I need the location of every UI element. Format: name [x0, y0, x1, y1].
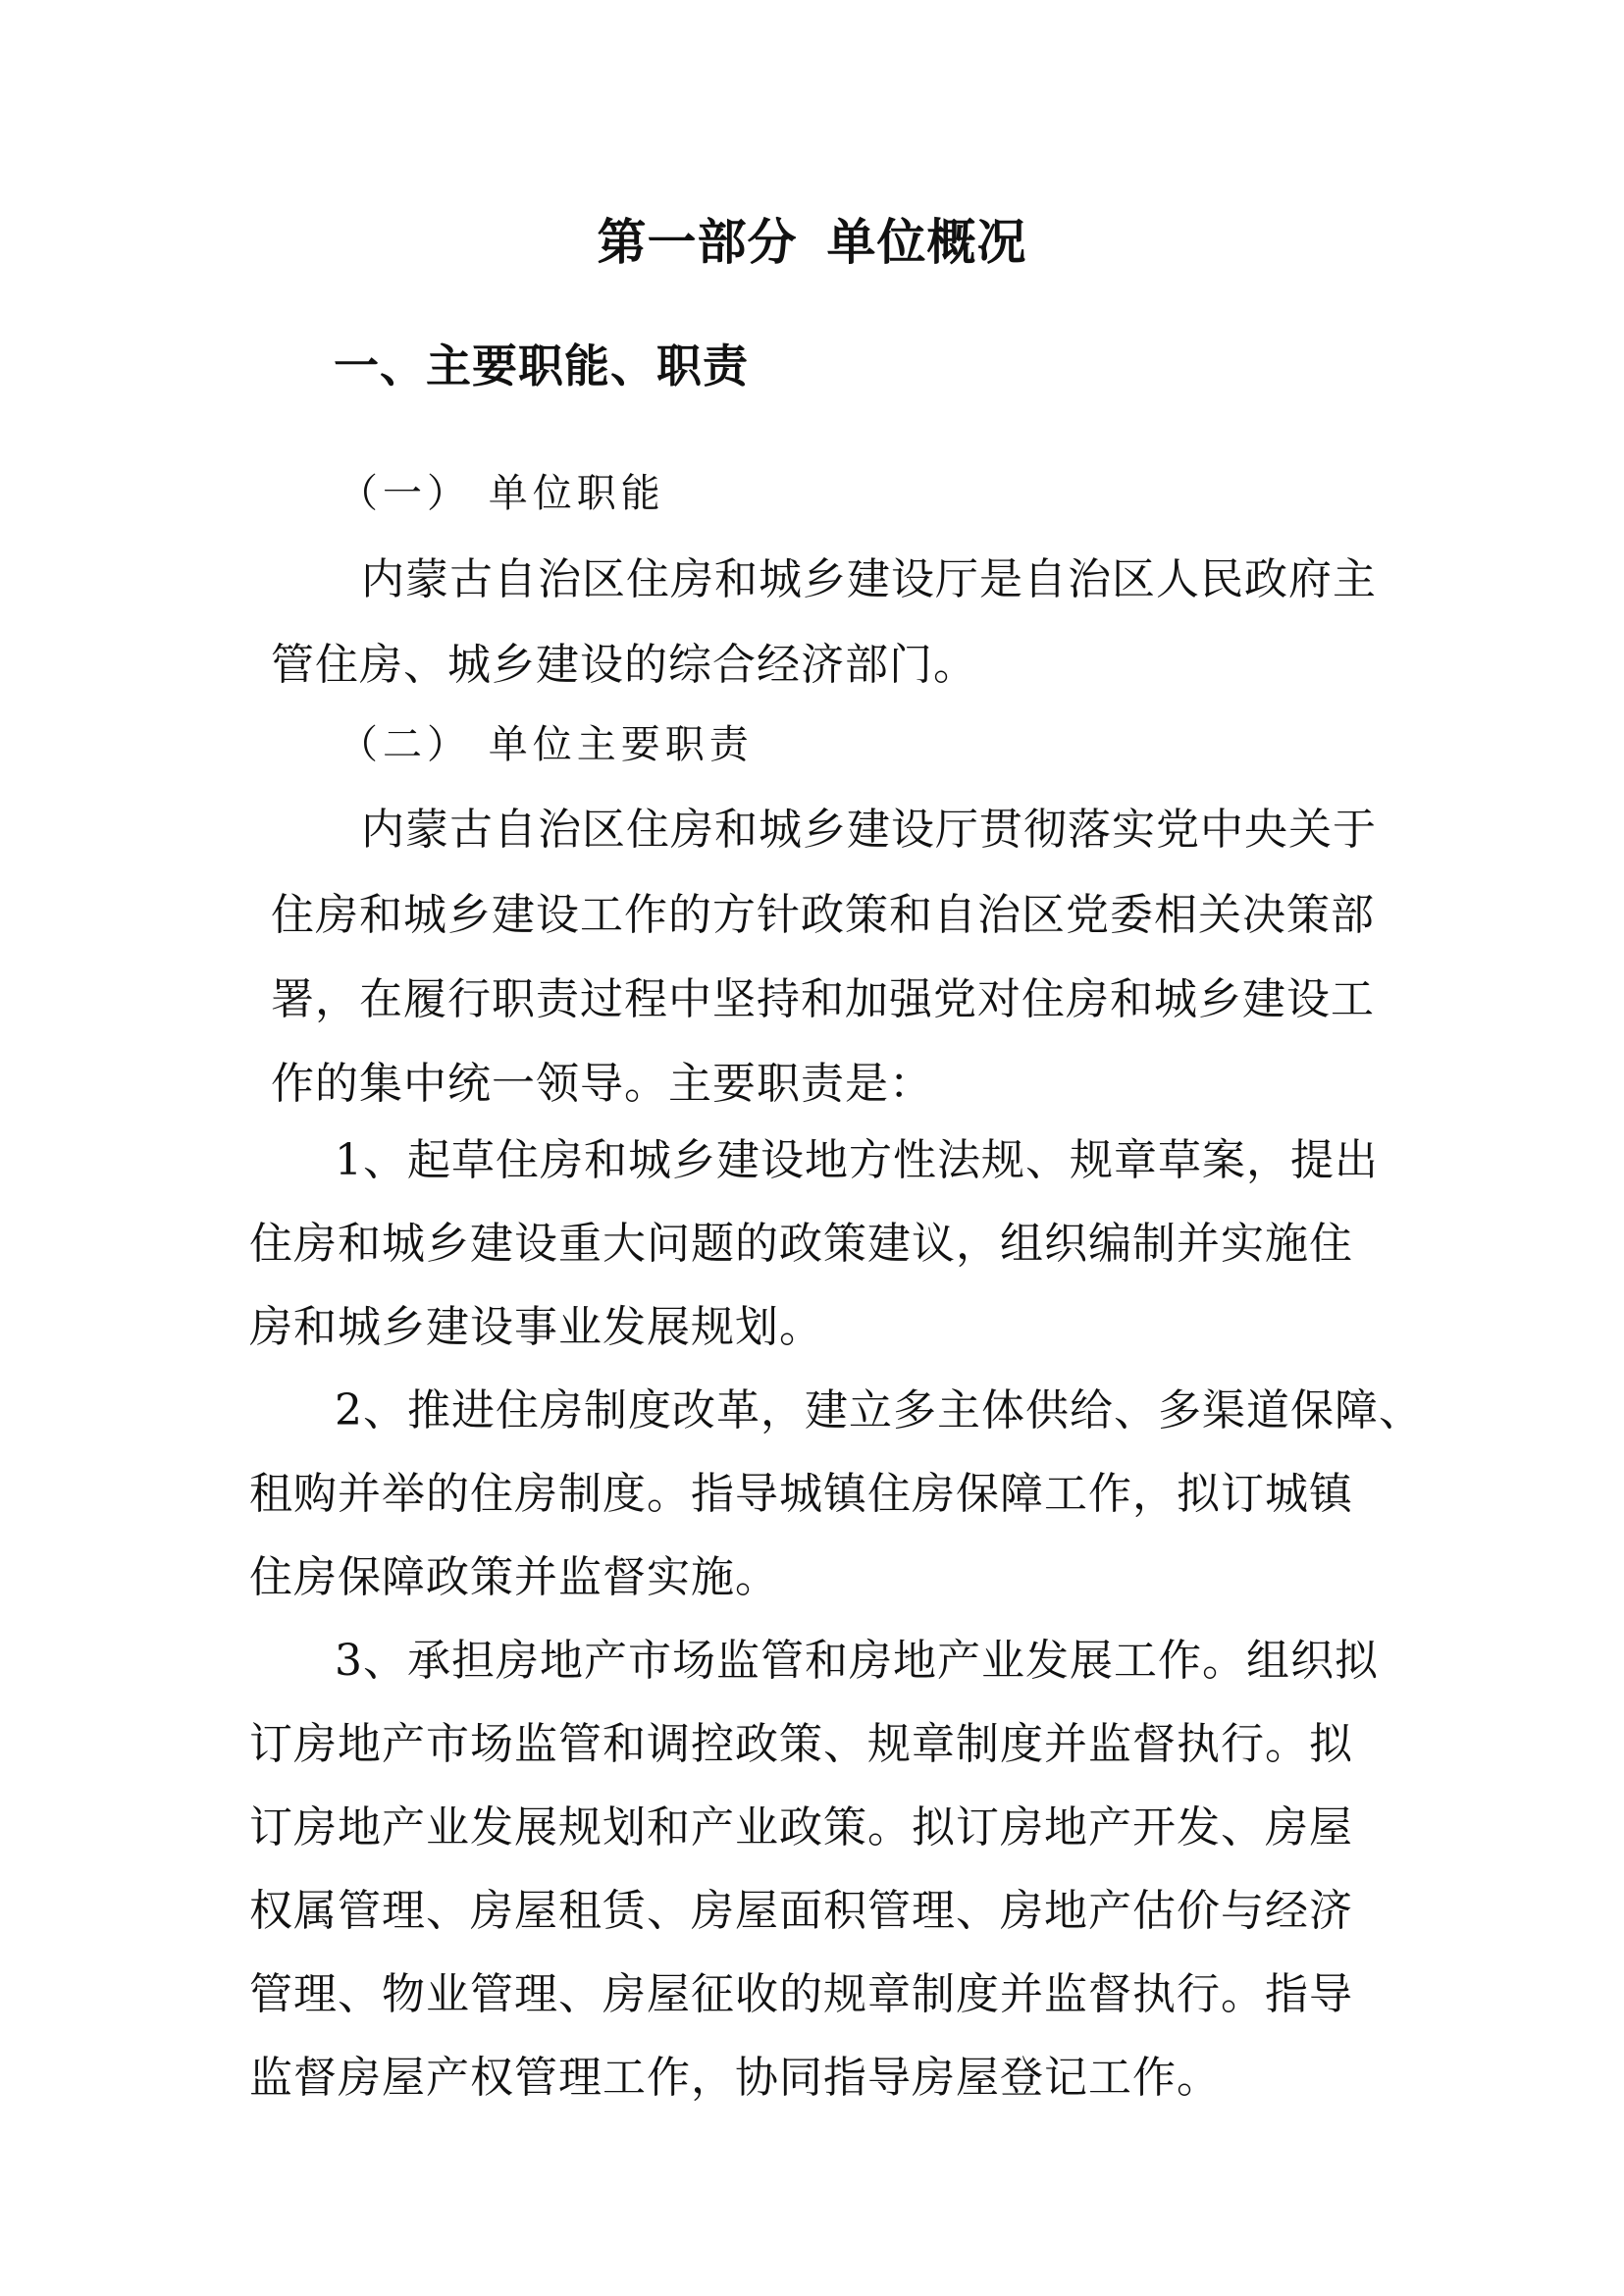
paragraph-2-line-3: 署，在履行职责过程中坚持和加强党对住房和城乡建设工 — [271, 974, 1375, 1024]
item-3-line-5: 管理、物业管理、房屋征收的规章制度并监督执行。指导 — [249, 1969, 1353, 2019]
item-3-line-1: 3、承担房地产市场监管和房地产业发展工作。组织拟 — [335, 1636, 1379, 1686]
item-3-line-4: 权属管理、房屋租赁、房屋面积管理、房地产估价与经济 — [249, 1886, 1353, 1936]
item-3-line-2: 订房地产市场监管和调控政策、规章制度并监督执行。拟 — [249, 1719, 1353, 1769]
item-2-line-1: 2、推进住房制度改革，建立多主体供给、多渠道保障、 — [335, 1385, 1423, 1435]
item-3-line-3: 订房地产业发展规划和产业政策。拟订房地产开发、房屋 — [249, 1802, 1353, 1852]
page-title — [0, 211, 1624, 274]
title-name: 单位概况 — [826, 213, 1027, 271]
paragraph-2-line-4: 作的集中统一领导。主要职责是： — [271, 1059, 933, 1109]
item-1-line-3: 房和城乡建设事业发展规划。 — [249, 1302, 823, 1352]
item-1-line-1: 1、起草住房和城乡建设地方性法规、规章草案，提出 — [335, 1135, 1379, 1185]
section-heading: 一、主要职能、职责 — [334, 339, 749, 392]
title-part: 第一部分 — [597, 213, 798, 271]
paragraph-2-line-1: 内蒙古自治区住房和城乡建设厅贯彻落实党中央关于 — [361, 805, 1377, 855]
subsection-heading-1: （一） 单位职能 — [339, 471, 665, 516]
subsection-heading-2: （二） 单位主要职责 — [339, 722, 754, 767]
paragraph-1-line-1: 内蒙古自治区住房和城乡建设厅是自治区人民政府主 — [361, 554, 1377, 604]
item-3-line-6: 监督房屋产权管理工作，协同指导房屋登记工作。 — [249, 2053, 1221, 2103]
item-1-line-2: 住房和城乡建设重大问题的政策建议，组织编制并实施住 — [249, 1219, 1353, 1269]
item-2-line-2: 租购并举的住房制度。指导城镇住房保障工作，拟订城镇 — [249, 1469, 1353, 1519]
paragraph-1-line-2: 管住房、城乡建设的综合经济部门。 — [271, 640, 977, 690]
paragraph-2-line-2: 住房和城乡建设工作的方针政策和自治区党委相关决策部 — [271, 890, 1375, 940]
item-2-line-3: 住房保障政策并监督实施。 — [249, 1552, 779, 1602]
